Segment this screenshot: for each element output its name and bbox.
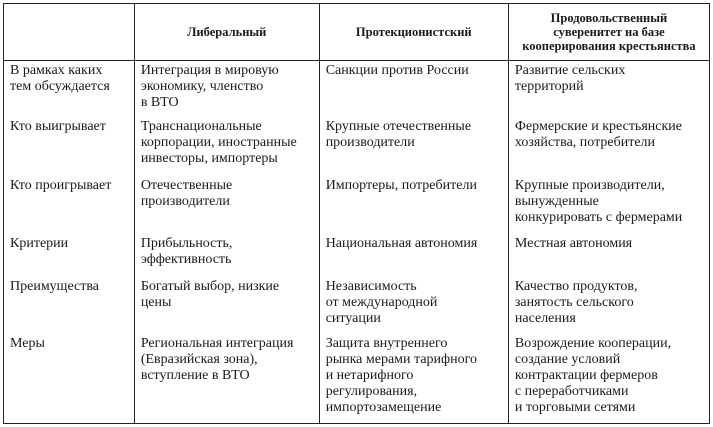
- cell-text-line: производители: [140, 193, 230, 209]
- cell-text-line: Транснациональные: [140, 119, 262, 135]
- liberal-cell: [134, 334, 319, 423]
- liberal-cell: [134, 61, 319, 118]
- cell-text-line: Преимущества: [10, 278, 99, 294]
- cell-text-line: Фермерские и крестьянские: [514, 119, 682, 135]
- header-empty-cell: [4, 4, 135, 61]
- protectionist-cell: [319, 176, 508, 234]
- cell-text-line: цены: [140, 294, 172, 310]
- protectionist-cell: [319, 277, 508, 334]
- cell-text-line: и нетарифного: [325, 368, 414, 384]
- cell-text-line: контрактации фермеров: [514, 368, 658, 384]
- cell-text-line: Национальная автономия: [325, 236, 478, 252]
- cell-text-line: в ВТО: [140, 95, 179, 110]
- cell-text-line: Импортеры, потребители: [325, 177, 477, 193]
- sovereignty-cell: [508, 277, 709, 334]
- protectionist-cell: [319, 234, 508, 276]
- cell-text-line: Независимость: [325, 278, 417, 294]
- cell-text-line: Санкции против России: [325, 63, 469, 78]
- sovereignty-cell: [508, 176, 709, 234]
- liberal-cell: [134, 277, 319, 334]
- table-row: [4, 61, 710, 118]
- liberal-cell: [134, 234, 319, 276]
- cell-text-line: Меры: [10, 336, 45, 352]
- cell-text-line: Кто проигрывает: [10, 177, 112, 193]
- cell-text-line: вступление в ВТО: [140, 368, 250, 384]
- table-body: [4, 61, 710, 424]
- cell-text-line: создание условий: [514, 352, 621, 368]
- cell-text-line: Крупные производители,: [514, 177, 665, 193]
- cell-text-line: Продовольственный: [550, 11, 668, 25]
- cell-text-line: Возрождение кооперации,: [514, 336, 672, 352]
- sovereignty-cell: [508, 334, 709, 423]
- cell-text-line: кооперирования крестьянства: [522, 39, 696, 53]
- cell-text-line: Защита внутреннего: [325, 336, 448, 352]
- cell-text-line: от международной: [325, 294, 438, 310]
- liberal-cell: [134, 117, 319, 175]
- header-food-sovereignty: [508, 4, 709, 61]
- cell-text-line: хозяйства, потребители: [514, 135, 656, 151]
- protectionist-cell: [319, 117, 508, 175]
- cell-text-line: В рамках каких: [10, 63, 103, 78]
- cell-text-line: Отечественные: [140, 177, 233, 193]
- cell-text-line: эффективность: [140, 252, 232, 268]
- cell-text-line: конкурировать с фермерами: [514, 209, 683, 225]
- cell-text-line: занятость сельского: [514, 294, 634, 310]
- sovereignty-cell: [508, 117, 709, 175]
- cell-text-line: с переработчиками: [514, 384, 629, 400]
- header-protectionist: Протекционистский: [319, 4, 508, 61]
- cell-text-line: Качество продуктов,: [514, 278, 638, 294]
- cell-text-line: населения: [514, 310, 576, 326]
- cell-text-line: Развитие сельских: [514, 63, 626, 78]
- cell-text-line: Крупные отечественные: [325, 119, 472, 135]
- sovereignty-cell: [508, 234, 709, 276]
- cell-text-line: Прибыльность,: [140, 236, 233, 252]
- cell-text-line: Местная автономия: [514, 236, 633, 252]
- cell-text-line: производители: [325, 135, 415, 151]
- table-row: [4, 176, 710, 234]
- cell-text-line: Критерии: [10, 236, 69, 252]
- sovereignty-cell: [508, 61, 709, 118]
- cell-text-line: ситуации: [325, 310, 381, 326]
- header-liberal: Либеральный: [134, 4, 319, 61]
- cell-text-line: регулирования,: [325, 384, 418, 400]
- criterion-cell: [4, 277, 135, 334]
- criterion-cell: [4, 176, 135, 234]
- table-row: [4, 117, 710, 175]
- criterion-cell: [4, 334, 135, 423]
- cell-text-line: Богатый выбор, низкие: [140, 278, 280, 294]
- cell-text-line: импортозамещение: [325, 400, 442, 416]
- cell-text-line: инвесторы, импортеры: [140, 151, 278, 167]
- comparison-table: [3, 3, 710, 424]
- criterion-cell: [4, 234, 135, 276]
- criterion-cell: [4, 61, 135, 118]
- table-row: [4, 334, 710, 423]
- criterion-cell: [4, 117, 135, 175]
- cell-text-line: и торговыми сетями: [514, 400, 636, 416]
- cell-text-line: экономику, членство: [140, 79, 264, 94]
- liberal-cell: [134, 176, 319, 234]
- cell-text-line: (Евразийская зона),: [140, 352, 258, 368]
- table-row: [4, 234, 710, 276]
- cell-text-line: тем обсуждается: [10, 79, 110, 94]
- cell-text-line: суверенитет на базе: [553, 25, 665, 39]
- cell-text-line: корпорации, иностранные: [140, 135, 297, 151]
- cell-text-line: рынка мерами тарифного: [325, 352, 477, 368]
- cell-text-line: территорий: [514, 79, 584, 94]
- cell-text-line: Кто выигрывает: [10, 119, 106, 135]
- protectionist-cell: [319, 61, 508, 118]
- cell-text-line: Региональная интеграция: [140, 336, 294, 352]
- cell-text-line: Интеграция в мировую: [140, 63, 279, 78]
- table-row: [4, 277, 710, 334]
- table-header-row: [4, 4, 710, 61]
- cell-text-line: вынужденные: [514, 193, 599, 209]
- protectionist-cell: [319, 334, 508, 423]
